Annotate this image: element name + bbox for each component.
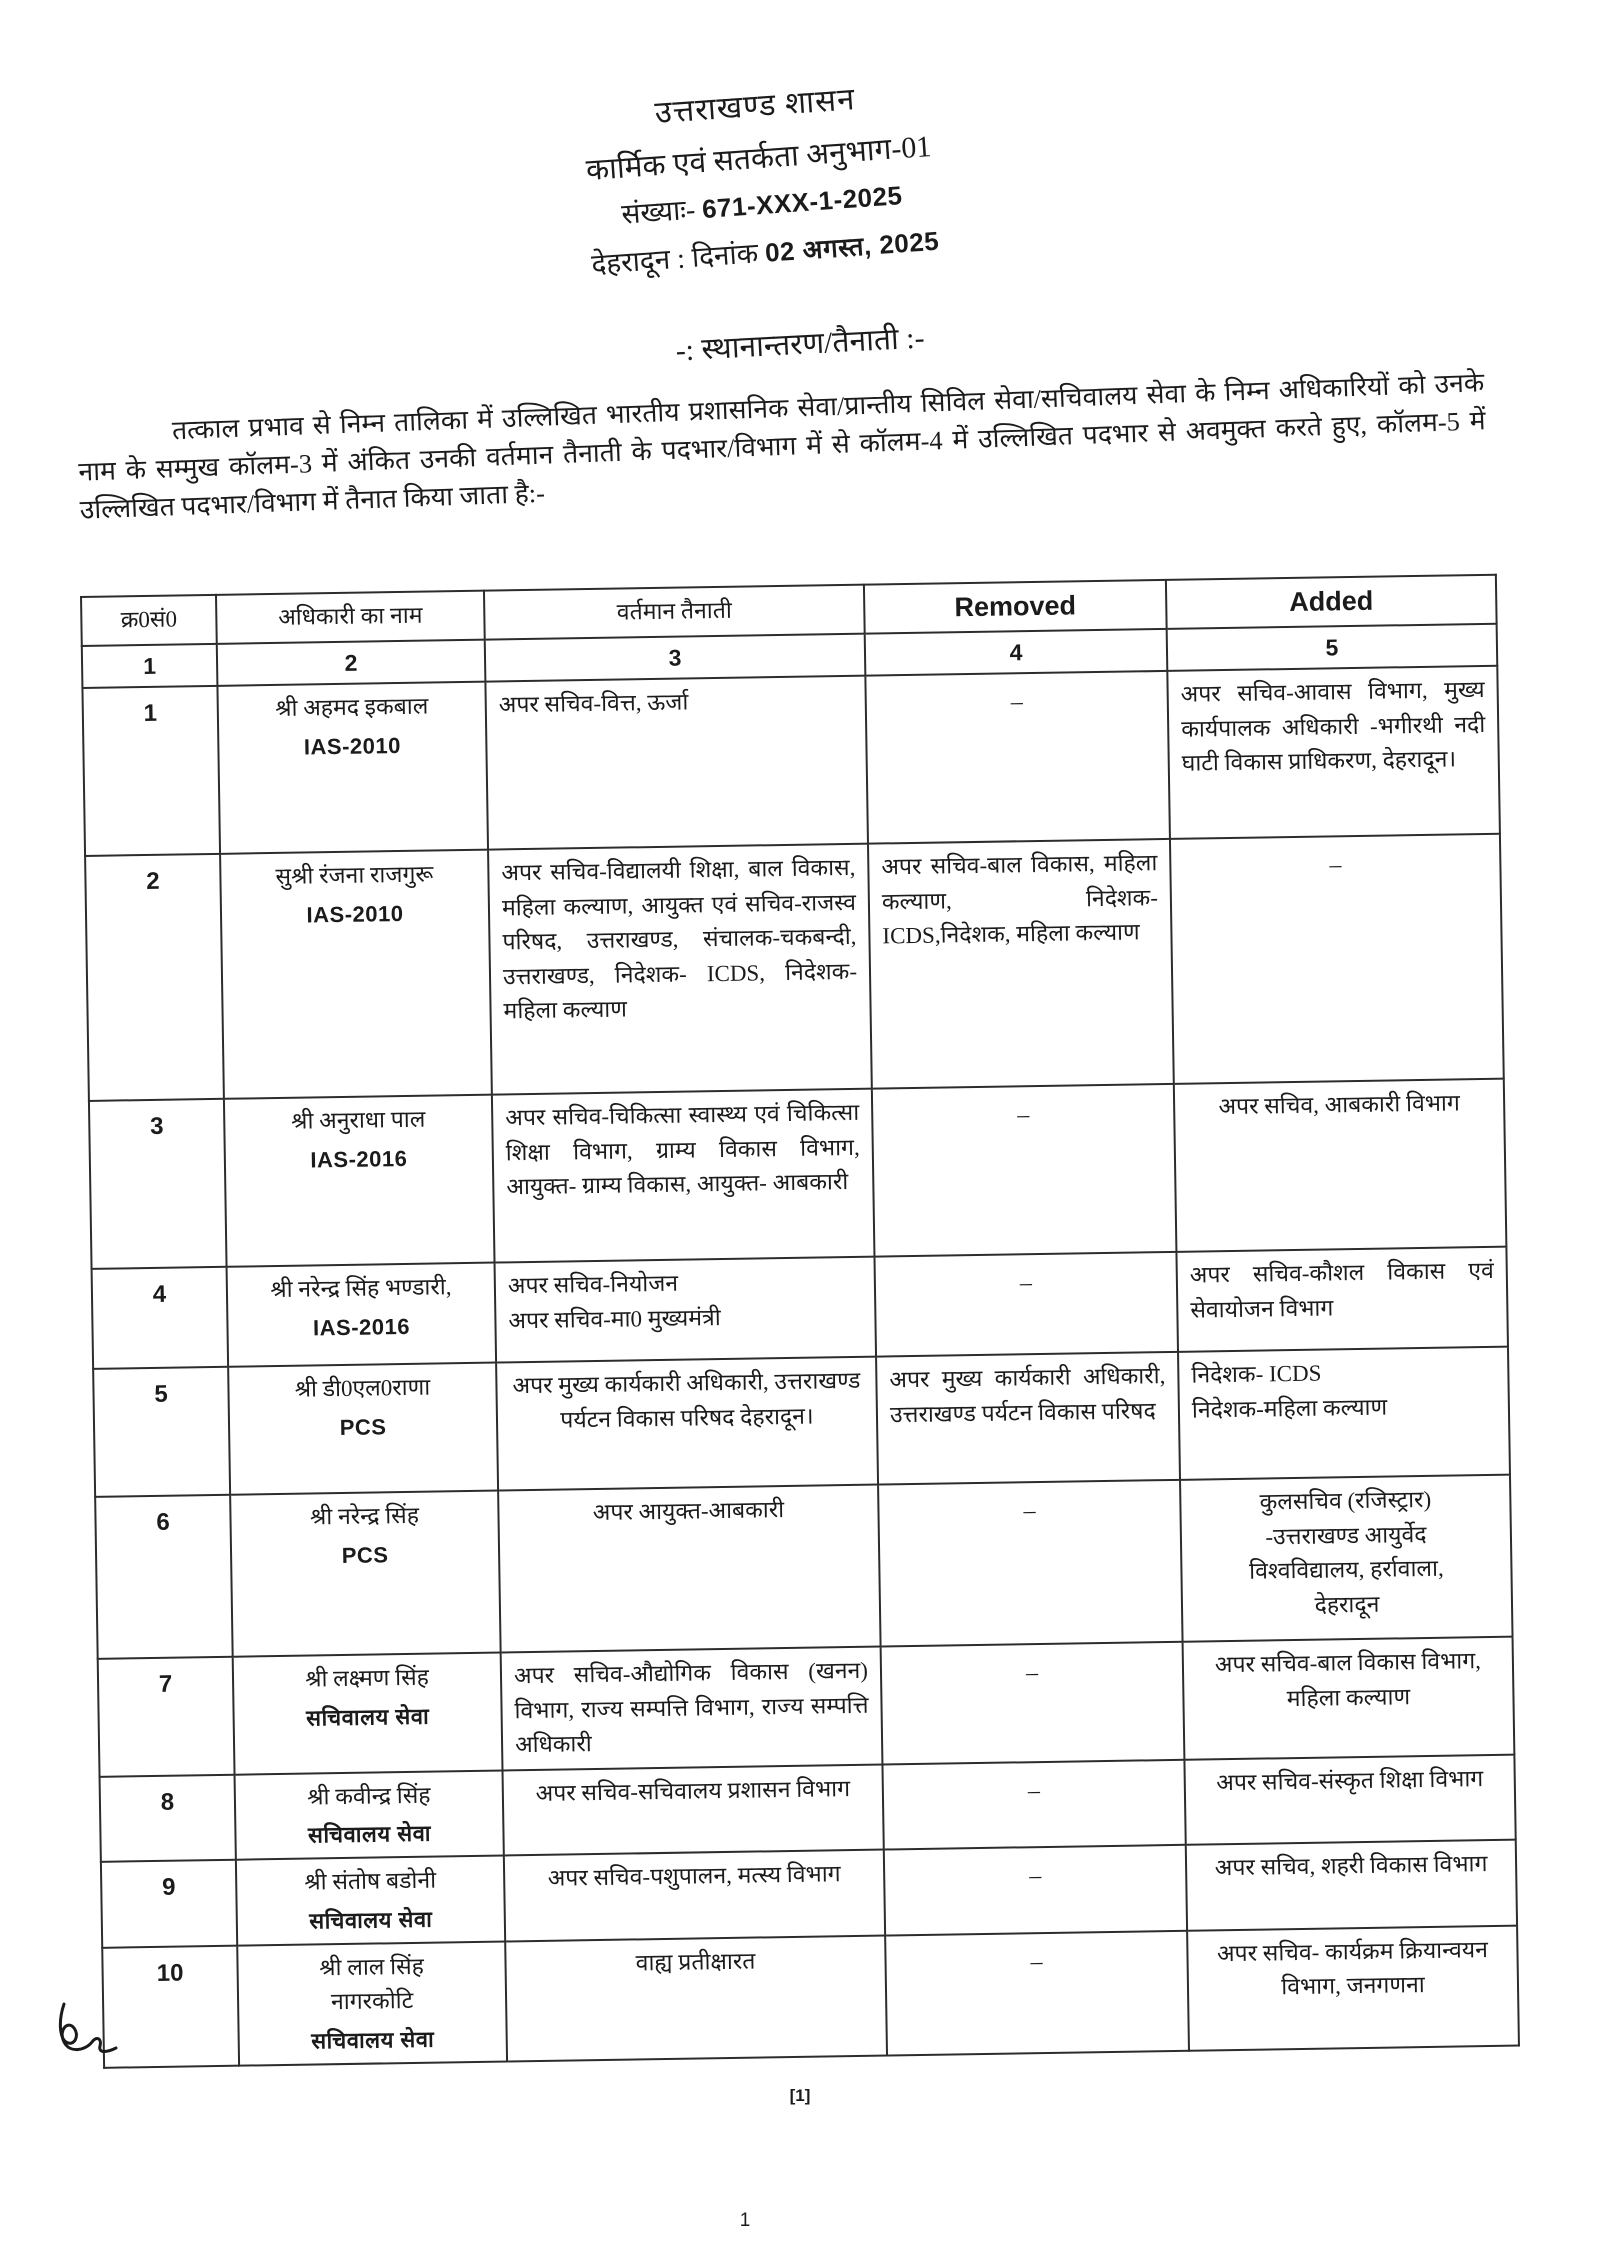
serial-cell: 5	[93, 1367, 230, 1497]
added-cell: निदेशक- ICDS निदेशक-महिला कल्याण	[1178, 1347, 1510, 1480]
table-row	[93, 1347, 1510, 1497]
letterhead	[374, 58, 1145, 298]
officer-name-cell	[235, 1770, 504, 1860]
current-posting-cell: अपर सचिव-विद्यालयी शिक्षा, बाल विकास, महिला कल्याण, आयुक्त एवं सचिव-राजस्व परिषद, उत्तराखण्ड, संचालक-चकबन्दी, उत्तराखण्ड, निदेशक- ICDS, निदेशक- महिला कल्याण	[488, 844, 872, 1095]
officer-name: श्री लक्ष्मण सिंह	[305, 1664, 430, 1692]
table-row	[98, 1637, 1515, 1777]
table-row	[85, 834, 1504, 1101]
officer-cadre: IAS-2016	[310, 1145, 408, 1172]
col-number-3: 3	[485, 633, 866, 681]
col-number-2: 2	[217, 639, 486, 686]
officer-name-cell	[227, 1263, 497, 1367]
col-number-4: 4	[865, 628, 1168, 675]
added-cell: कुलसचिव (रजिस्ट्रार) -उत्तराखण्ड आयुर्वेद विश्वविद्यालय, हर्रावाला, देहरादून	[1180, 1475, 1513, 1642]
place-date-label: देहरादून : दिनांक	[590, 238, 760, 281]
serial-cell: 3	[89, 1099, 227, 1269]
header-removed: Removed	[864, 580, 1167, 633]
added-cell: अपर सचिव-संस्कृत शिक्षा विभाग	[1184, 1754, 1515, 1845]
added-cell: अपर सचिव- कार्यक्रम क्रियान्वयन विभाग, जनगणना	[1187, 1925, 1519, 2050]
officer-name-cell	[224, 1095, 495, 1267]
header-current-posting: वर्तमान तैनाती	[484, 585, 865, 639]
serial-cell: 10	[102, 1945, 239, 2067]
removed-cell: –	[882, 1759, 1185, 1849]
order-number-label: संख्याः-	[620, 194, 697, 231]
added-cell: –	[1170, 834, 1504, 1084]
order-number-value: 671-XXX-1-2025	[701, 180, 904, 225]
removed-cell: –	[878, 1480, 1183, 1647]
date-value: 02 अगस्त, 2025	[764, 225, 941, 268]
officer-cadre: PCS	[339, 1413, 387, 1440]
removed-cell: –	[881, 1642, 1185, 1764]
officer-name: श्री संतोष बडोनी	[304, 1867, 437, 1895]
current-posting-cell: अपर सचिव-चिकित्सा स्वास्थ्य एवं चिकित्सा शिक्षा विभाग, ग्राम्य विकास विभाग, आयुक्त- ग्राम्य विकास, आयुक्त- आबकारी	[492, 1089, 875, 1263]
added-cell: अपर सचिव, शहरी विकास विभाग	[1186, 1840, 1517, 1931]
officer-name-cell	[237, 1941, 507, 2065]
col-number-5: 5	[1167, 623, 1498, 671]
added-cell: अपर सचिव-बाल विकास विभाग, महिला कल्याण	[1183, 1637, 1515, 1760]
serial-cell: 2	[85, 854, 224, 1101]
header-added: Added	[1166, 575, 1497, 629]
table-row	[89, 1079, 1506, 1269]
intro-paragraph: तत्काल प्रभाव से निम्न तालिका में उल्लिखित भारतीय प्रशासनिक सेवा/प्रान्तीय सिविल सेवा/सचिवालय सेवा के निम्न अधिकारियों को उनके नाम के सम्मुख कॉलम-3 में अंकित उनकी वर्तमान तैनाती के पदभार/विभाग में से कॉलम-4 में उल्लिखित पदभार से अवमुक्त करते हुए, कॉलम-5 में उल्लिखित पदभार/विभाग में तैनात किया जाता है:-	[77, 367, 1487, 525]
officer-name: श्री नरेन्द्र सिंह	[309, 1502, 420, 1530]
page-number: 1	[739, 2210, 751, 2231]
officer-name: श्री डी0एल0राणा	[294, 1374, 431, 1402]
current-posting-cell: वाह्य प्रतीक्षारत	[505, 1935, 887, 2061]
serial-cell: 4	[92, 1267, 229, 1369]
table-row	[82, 666, 1499, 856]
current-posting-cell: अपर सचिव-वित्त, ऊर्जा	[485, 676, 868, 850]
removed-cell: अपर मुख्य कार्यकारी अधिकारी, उत्तराखण्ड पर्यटन विकास परिषद	[876, 1352, 1180, 1485]
officer-name: श्री लाल सिंह नागरकोटि	[319, 1953, 425, 2015]
serial-cell: 8	[100, 1774, 236, 1862]
officer-name: श्री अहमद इकबाल	[275, 693, 429, 721]
removed-cell: –	[885, 1930, 1189, 2055]
serial-cell: 7	[98, 1657, 235, 1777]
officer-name: श्री नरेन्द्र सिंह भण्डारी,	[270, 1274, 452, 1303]
transfer-table	[80, 574, 1520, 2069]
removed-cell: –	[865, 671, 1170, 844]
officer-cadre: IAS-2010	[303, 732, 402, 760]
government-name: उत्तराखण्ड शासन	[653, 81, 857, 131]
added-cell: अपर सचिव-कौशल विकास एवं सेवायोजन विभाग	[1176, 1247, 1508, 1352]
officer-name-cell	[228, 1363, 498, 1495]
table-row	[95, 1475, 1512, 1659]
officer-name-cell	[233, 1653, 503, 1775]
header-serial: क्र0सं0	[81, 595, 217, 646]
officer-name-cell	[230, 1491, 501, 1657]
removed-cell: –	[874, 1252, 1178, 1357]
officer-name: श्री कवीन्द्र सिंह	[307, 1782, 431, 1810]
footnote-page-marker: [1]	[789, 2086, 811, 2105]
removed-cell: अपर सचिव-बाल विकास, महिला कल्याण, निदेशक- ICDS,निदेशक, महिला कल्याण	[868, 839, 1174, 1089]
col-number-1: 1	[82, 643, 218, 688]
officer-cadre: IAS-2010	[306, 900, 404, 927]
signature-mark	[50, 1992, 140, 2077]
removed-cell: –	[872, 1084, 1177, 1257]
officer-cadre: सचिवालय सेवा	[305, 1703, 430, 1731]
current-posting-cell: अपर सचिव-नियोजन अपर सचिव-मा0 मुख्यमंत्री	[495, 1257, 877, 1363]
current-posting-cell: अपर सचिव-पशुपालन, मत्स्य विभाग	[504, 1850, 885, 1941]
officer-name-cell	[217, 682, 488, 854]
current-posting-cell: अपर आयुक्त-आबकारी	[498, 1485, 880, 1653]
table-row	[102, 1925, 1519, 2067]
officer-name: श्री अनुराधा पाल	[290, 1106, 426, 1134]
officer-name: सुश्री रंजना राजगुरू	[275, 861, 434, 889]
officer-cadre: सचिवालय सेवा	[309, 1906, 433, 1934]
officer-cadre: IAS-2016	[312, 1313, 411, 1340]
officer-name-cell	[236, 1855, 505, 1945]
serial-cell: 9	[101, 1860, 237, 1948]
added-cell: अपर सचिव-आवास विभाग, मुख्य कार्यपालक अधिकारी -भगीरथी नदी घाटी विकास प्राधिकरण, देहरादून।	[1167, 666, 1500, 839]
added-cell: अपर सचिव, आबकारी विभाग	[1174, 1079, 1507, 1252]
removed-cell: –	[884, 1845, 1187, 1935]
current-posting-cell: अपर सचिव-सचिवालय प्रशासन विभाग	[502, 1764, 883, 1855]
serial-cell: 6	[95, 1495, 233, 1659]
officer-cadre: PCS	[341, 1541, 389, 1568]
header-officer-name: अधिकारी का नाम	[216, 591, 485, 644]
officer-cadre: सचिवालय सेवा	[307, 1820, 432, 1848]
officer-cadre: सचिवालय सेवा	[310, 2026, 435, 2054]
serial-cell: 1	[82, 686, 220, 856]
current-posting-cell: अपर मुख्य कार्यकारी अधिकारी, उत्तराखण्ड पर्यटन विकास परिषद देहरादून।	[496, 1357, 878, 1491]
department-section: कार्मिक एवं सतर्कता अनुभाग-01	[584, 130, 933, 188]
current-posting-cell: अपर सचिव-औद्योगिक विकास (खनन) विभाग, राज्य सम्पत्ति विभाग, राज्य सम्पत्ति अधिकारी	[501, 1647, 883, 1770]
officer-name-cell	[220, 850, 492, 1099]
subject-line: -: स्थानान्तरण/तैनाती :-	[674, 321, 926, 368]
